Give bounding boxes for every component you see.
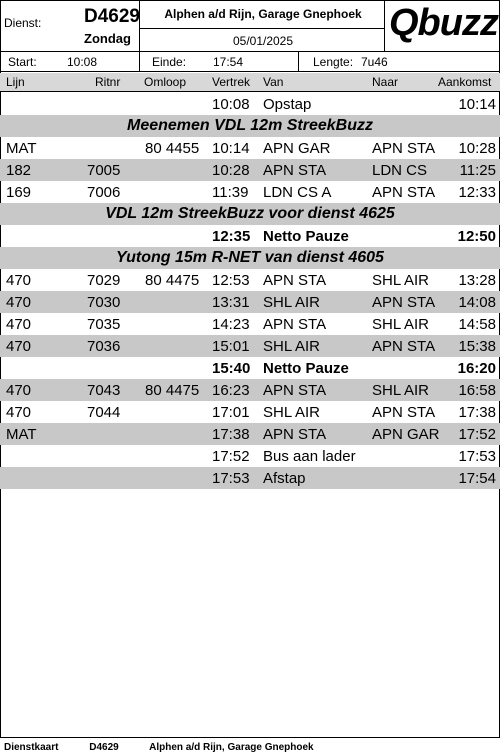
trip-row bbox=[0, 181, 500, 203]
cell-aankomst: 15:38 bbox=[458, 338, 496, 355]
cell-vertrek: 17:52 bbox=[212, 448, 250, 465]
cell-van: Opstap bbox=[263, 96, 312, 113]
cell-vertrek: 11:39 bbox=[212, 184, 249, 201]
col-aankomst: Aankomst bbox=[438, 75, 492, 89]
cell-vertrek: 17:01 bbox=[212, 404, 250, 421]
cell-lijn: MAT bbox=[6, 426, 37, 443]
cell-lijn: 470 bbox=[6, 338, 32, 355]
col-van: Van bbox=[263, 75, 284, 89]
vehicle-section-header: VDL 12m StreekBuzz voor dienst 4625 bbox=[0, 203, 500, 225]
cell-ritnr: 7044 bbox=[87, 404, 121, 421]
cell-ritnr: 7030 bbox=[87, 294, 121, 311]
cell-lijn: 470 bbox=[6, 382, 32, 399]
dienst-label: Dienst: bbox=[4, 16, 42, 30]
cell-aankomst: 11:25 bbox=[459, 162, 496, 179]
cell-lijn: 182 bbox=[6, 162, 32, 179]
end-box bbox=[139, 51, 299, 72]
cell-ritnr: 7036 bbox=[87, 338, 121, 355]
trip-row bbox=[0, 401, 500, 423]
cell-ritnr: 7035 bbox=[87, 316, 121, 333]
cell-ritnr: 7006 bbox=[87, 184, 121, 201]
trip-row bbox=[0, 291, 500, 313]
pause-start: 15:40 bbox=[212, 360, 251, 377]
cell-aankomst: 17:38 bbox=[458, 404, 496, 421]
column-header-row bbox=[0, 73, 500, 92]
cell-aankomst: 14:58 bbox=[458, 316, 496, 333]
date-box bbox=[139, 28, 385, 52]
cell-vertrek: 17:38 bbox=[212, 426, 250, 443]
cell-ritnr: 7029 bbox=[87, 272, 121, 289]
cell-lijn: 470 bbox=[6, 294, 32, 311]
qbuzz-logo: Qbuzz bbox=[389, 2, 498, 44]
cell-vertrek: 10:14 bbox=[212, 140, 250, 157]
cell-ritnr: 7005 bbox=[87, 162, 121, 179]
cell-vertrek: 10:28 bbox=[212, 162, 250, 179]
end-value: 17:54 bbox=[213, 55, 244, 69]
trip-row bbox=[0, 313, 500, 335]
cell-vertrek: 10:08 bbox=[212, 96, 250, 113]
col-ritnr: Ritnr bbox=[95, 75, 121, 89]
trip-row bbox=[0, 159, 500, 181]
garage-box bbox=[139, 0, 385, 29]
cell-van: Bus aan lader bbox=[263, 448, 356, 465]
length-value: 7u46 bbox=[361, 55, 388, 69]
cell-van: APN STA bbox=[263, 426, 327, 443]
cell-van: SHL AIR bbox=[263, 404, 320, 421]
cell-lijn: 470 bbox=[6, 404, 32, 421]
cell-naar: SHL AIR bbox=[372, 272, 429, 289]
cell-naar: APN GAR bbox=[372, 426, 440, 443]
cell-aankomst: 17:53 bbox=[458, 448, 496, 465]
cell-vertrek: 13:31 bbox=[212, 294, 250, 311]
cell-van: LDN CS A bbox=[263, 184, 332, 201]
cell-vertrek: 14:23 bbox=[212, 316, 250, 333]
trip-row bbox=[0, 467, 500, 489]
trip-row bbox=[0, 335, 500, 357]
cell-aankomst: 13:28 bbox=[458, 272, 496, 289]
dienst-box bbox=[0, 0, 140, 52]
cell-van: SHL AIR bbox=[263, 294, 320, 311]
cell-lijn: 169 bbox=[6, 184, 32, 201]
footer-code: D4629 bbox=[89, 742, 119, 753]
cell-naar: APN STA bbox=[372, 404, 436, 421]
cell-lijn: 470 bbox=[6, 272, 32, 289]
cell-ritnr: 7043 bbox=[87, 382, 121, 399]
length-label: Lengte: bbox=[313, 55, 354, 69]
length-box bbox=[298, 51, 500, 72]
trip-row bbox=[0, 269, 500, 291]
end-label: Einde: bbox=[152, 55, 187, 69]
start-label: Start: bbox=[8, 55, 37, 69]
cell-naar: APN STA bbox=[372, 184, 436, 201]
cell-aankomst: 17:54 bbox=[458, 470, 496, 487]
cell-van: SHL AIR bbox=[263, 338, 320, 355]
dienst-code: D4629 bbox=[84, 6, 140, 27]
service-date: 05/01/2025 bbox=[232, 34, 294, 48]
dienst-day: Zondag bbox=[84, 31, 131, 46]
cell-naar: APN STA bbox=[372, 294, 436, 311]
start-value: 10:08 bbox=[67, 55, 98, 69]
trip-row bbox=[0, 445, 500, 467]
pause-start: 12:35 bbox=[212, 228, 251, 245]
logo-box bbox=[384, 0, 500, 52]
cell-omloop: 80 4475 bbox=[145, 272, 200, 289]
footer-garage: Alphen a/d Rijn, Garage Gnephoek bbox=[149, 742, 314, 753]
cell-vertrek: 17:53 bbox=[212, 470, 250, 487]
col-vertrek: Vertrek bbox=[212, 75, 251, 89]
pause-end: 12:50 bbox=[457, 228, 496, 245]
cell-van: APN STA bbox=[263, 316, 327, 333]
cell-van: Afstap bbox=[263, 470, 306, 487]
cell-aankomst: 14:08 bbox=[458, 294, 496, 311]
col-naar: Naar bbox=[372, 75, 399, 89]
cell-vertrek: 15:01 bbox=[212, 338, 250, 355]
cell-naar: LDN CS bbox=[372, 162, 428, 179]
cell-naar: APN STA bbox=[372, 140, 436, 157]
pause-row bbox=[0, 357, 500, 379]
cell-van: APN STA bbox=[263, 272, 327, 289]
cell-aankomst: 10:14 bbox=[458, 96, 496, 113]
trip-row bbox=[0, 379, 500, 401]
start-box bbox=[0, 51, 140, 72]
cell-aankomst: 16:58 bbox=[458, 382, 496, 399]
pause-label: Netto Pauze bbox=[263, 228, 349, 245]
col-omloop: Omloop bbox=[144, 75, 187, 89]
pause-end: 16:20 bbox=[457, 360, 496, 377]
trip-row bbox=[0, 423, 500, 445]
cell-van: APN STA bbox=[263, 162, 327, 179]
cell-aankomst: 10:28 bbox=[458, 140, 496, 157]
vehicle-section-header: Yutong 15m R-NET van dienst 4605 bbox=[0, 247, 500, 269]
pause-label: Netto Pauze bbox=[263, 360, 349, 377]
cell-vertrek: 12:53 bbox=[212, 272, 250, 289]
cell-omloop: 80 4475 bbox=[145, 382, 200, 399]
trip-row bbox=[0, 93, 500, 115]
cell-van: APN STA bbox=[263, 382, 327, 399]
garage-name: Alphen a/d Rijn, Garage Gnephoek bbox=[164, 7, 362, 21]
vehicle-section-header: Meenemen VDL 12m StreekBuzz bbox=[0, 115, 500, 137]
cell-naar: SHL AIR bbox=[372, 382, 429, 399]
cell-naar: APN STA bbox=[372, 338, 436, 355]
footer bbox=[4, 742, 342, 753]
cell-vertrek: 16:23 bbox=[212, 382, 250, 399]
cell-omloop: 80 4455 bbox=[145, 140, 200, 157]
cell-van: APN GAR bbox=[263, 140, 331, 157]
pause-row bbox=[0, 225, 500, 247]
cell-aankomst: 12:33 bbox=[458, 184, 496, 201]
col-lijn: Lijn bbox=[6, 75, 25, 89]
cell-lijn: MAT bbox=[6, 140, 37, 157]
cell-lijn: 470 bbox=[6, 316, 32, 333]
footer-label: Dienstkaart bbox=[4, 742, 59, 753]
cell-aankomst: 17:52 bbox=[458, 426, 496, 443]
cell-naar: SHL AIR bbox=[372, 316, 429, 333]
trip-row bbox=[0, 137, 500, 159]
